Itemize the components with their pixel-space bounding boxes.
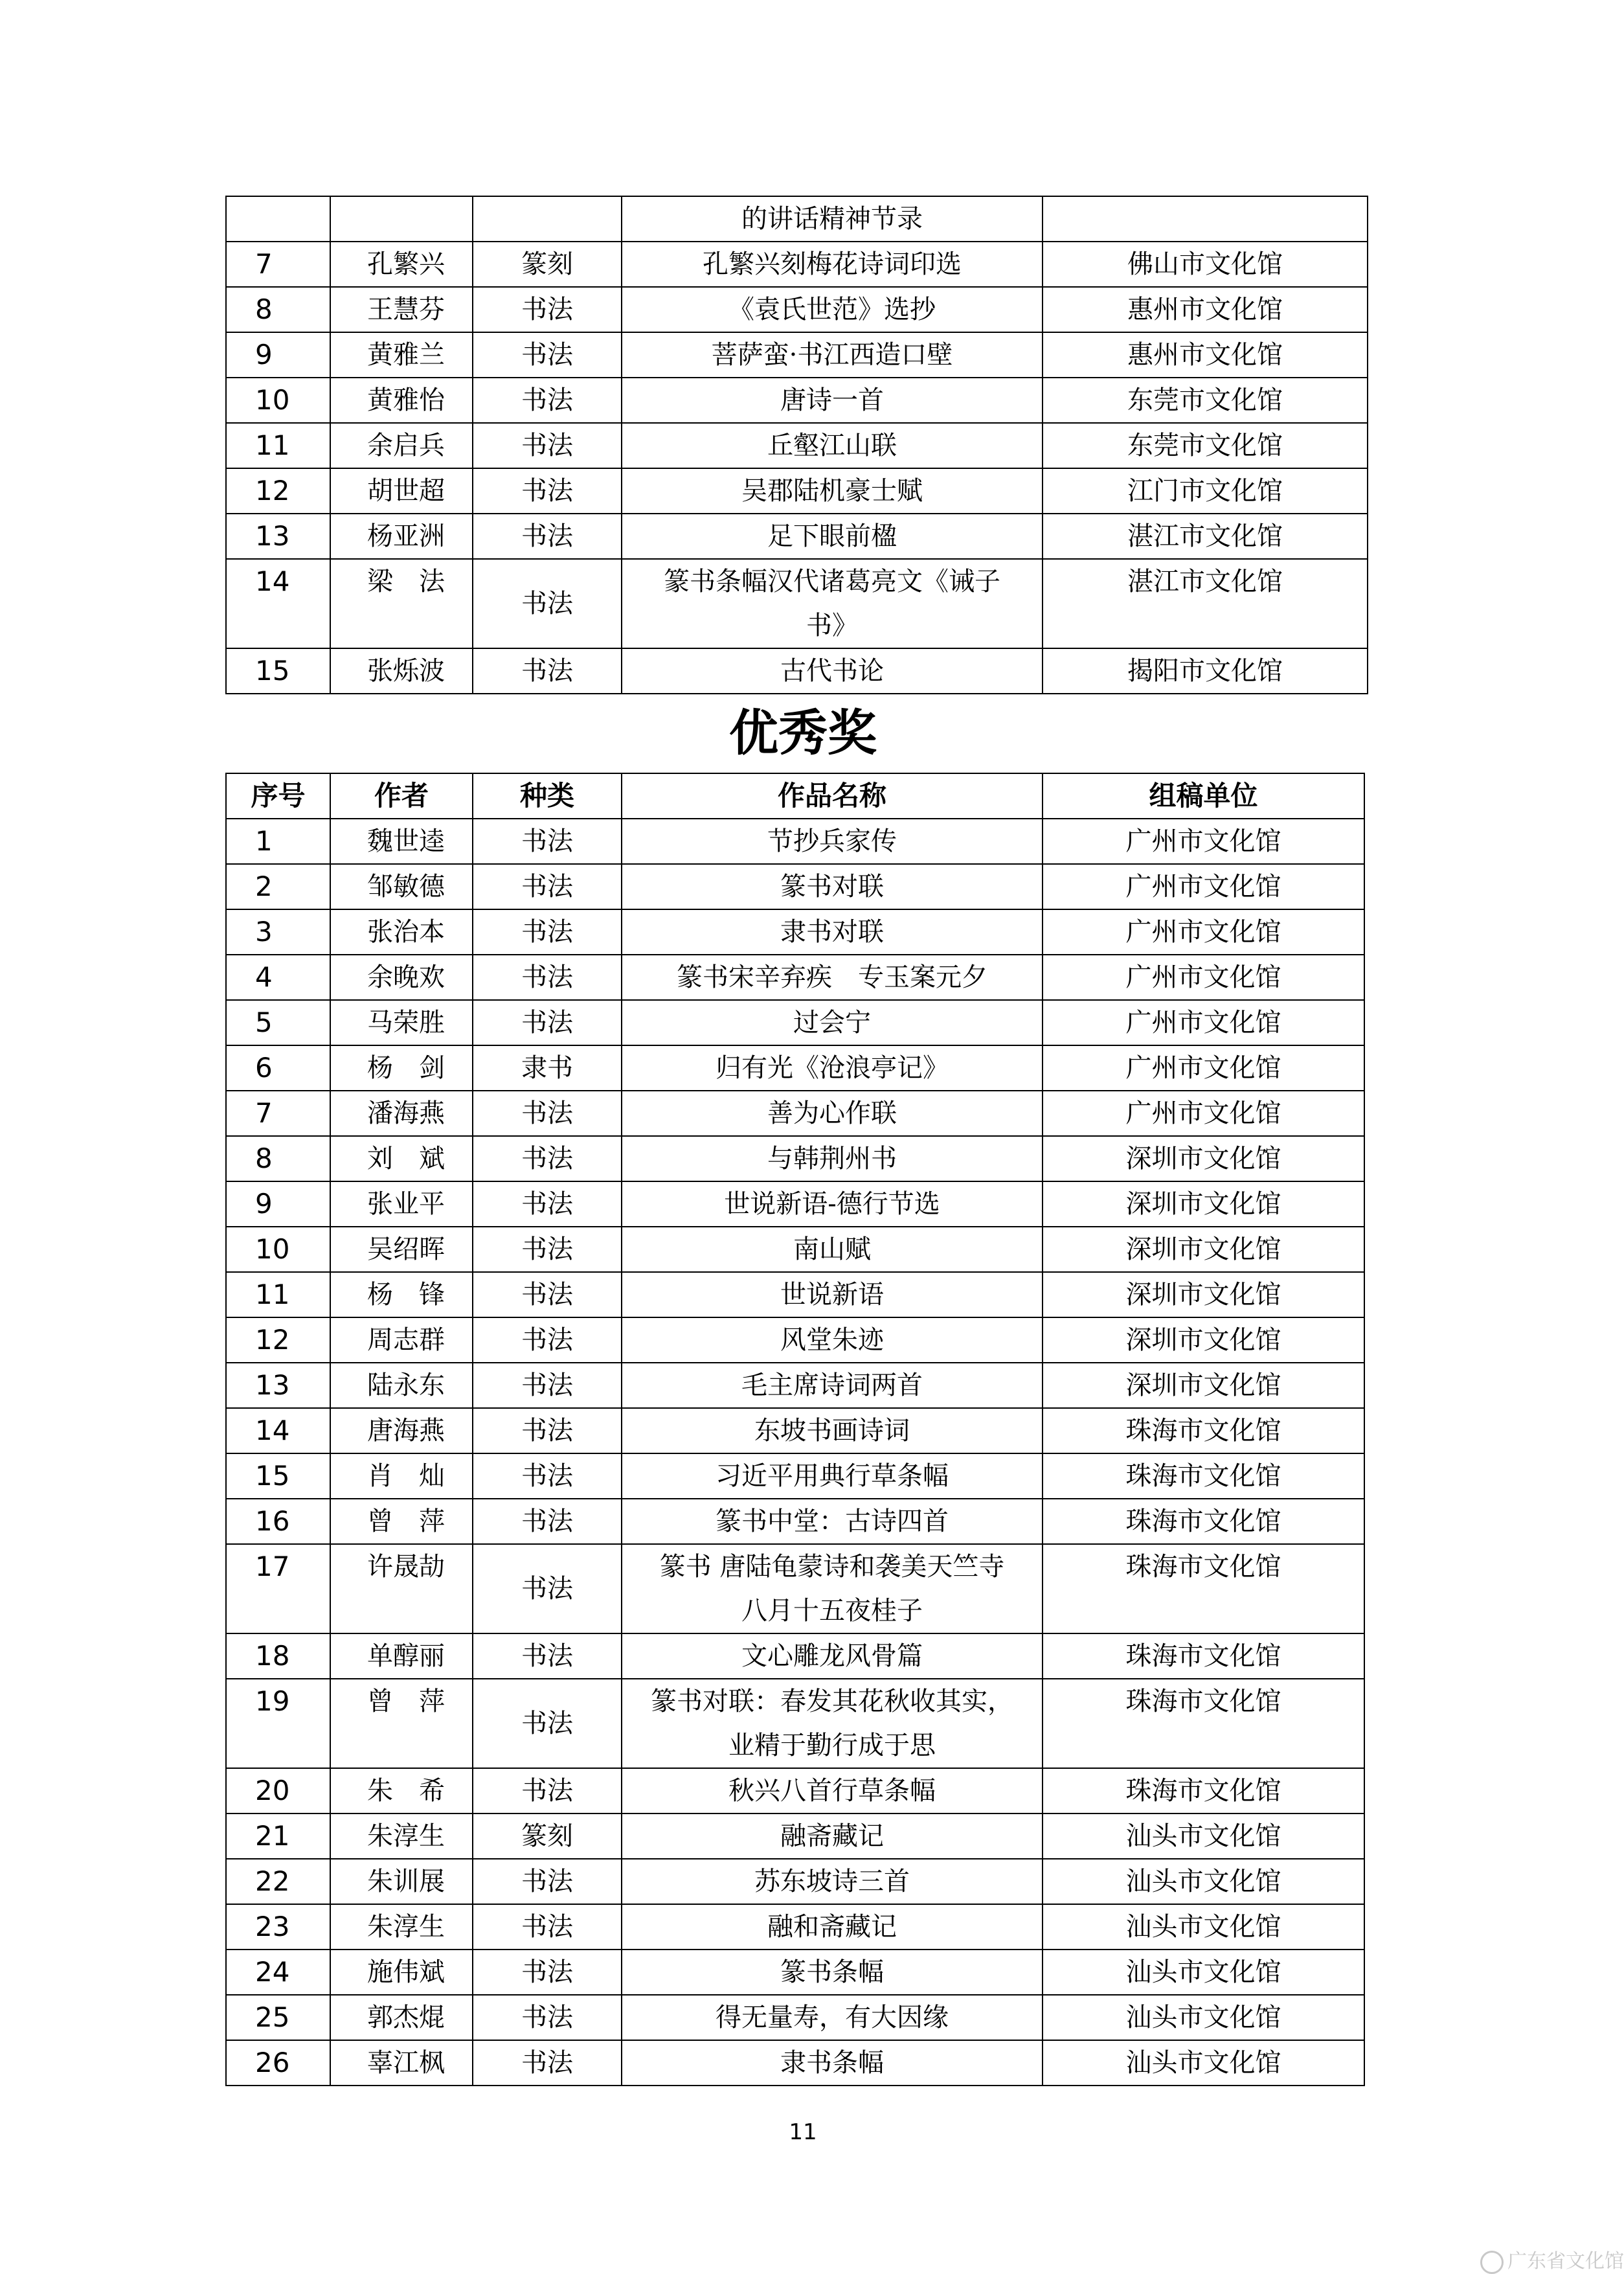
author-cell: 余晚欢 [330,955,473,1000]
table-row [226,242,1368,287]
org-cell: 惠州市文化馆 [1043,332,1368,378]
author-cell: 杨 剑 [330,1045,473,1091]
row-number: 13 [226,1363,330,1408]
org-cell: 深圳市文化馆 [1043,1181,1364,1227]
header-org: 组稿单位 [1043,773,1364,819]
table-row [226,864,1364,909]
type-cell: 书法 [473,1950,622,1995]
title-cell: 孔繁兴刻梅花诗词印选 [622,242,1043,287]
title-cell: 篆书中堂：古诗四首 [622,1499,1043,1544]
author-cell: 单醇丽 [330,1633,473,1679]
type-cell: 书法 [473,468,622,514]
type-cell: 书法 [473,1408,622,1453]
author-cell: 余启兵 [330,423,473,468]
row-number: 18 [226,1633,330,1679]
continuation-table-body [226,196,1368,694]
title-cell: 文心雕龙风骨篇 [622,1633,1043,1679]
table-row [226,287,1368,332]
org-cell: 珠海市文化馆 [1043,1453,1364,1499]
title-cell [622,1679,1043,1768]
row-number: 1 [226,819,330,864]
author-cell: 曾 萍 [330,1679,473,1768]
excellence-award-table [225,773,1365,2086]
row-number: 15 [226,648,330,694]
type-cell: 隶书 [473,1045,622,1091]
author-cell: 刘 斌 [330,1136,473,1181]
title-cell [622,559,1043,648]
table-row [226,909,1364,955]
watermark [1480,2245,1624,2274]
author-cell: 马荣胜 [330,1000,473,1045]
author-cell: 黄雅怡 [330,378,473,423]
type-cell: 书法 [473,955,622,1000]
title-cell: 苏东坡诗三首 [622,1859,1043,1904]
table-row [226,514,1368,559]
type-cell: 篆刻 [473,1814,622,1859]
org-cell: 汕头市文化馆 [1043,1904,1364,1950]
table-row [226,1408,1364,1453]
org-cell: 珠海市文化馆 [1043,1544,1364,1633]
row-number: 13 [226,514,330,559]
section-title: 优秀奖 [729,704,877,762]
table-row [226,1227,1364,1272]
table-row [226,1544,1364,1633]
title-line-1: 篆书条幅汉代诸葛亮文《诫子 [664,567,1000,597]
org-cell: 深圳市文化馆 [1043,1272,1364,1317]
type-cell: 书法 [473,1317,622,1363]
title-line-1: 篆书对联：春发其花秋收其实， [651,1687,1013,1716]
type-cell: 书法 [473,909,622,955]
title-cell: 归有光《沧浪亭记》 [622,1045,1043,1091]
table-row [226,1904,1364,1950]
table-row [226,1859,1364,1904]
org-cell: 珠海市文化馆 [1043,1408,1364,1453]
org-cell: 广州市文化馆 [1043,864,1364,909]
type-cell: 书法 [473,1453,622,1499]
org-cell: 广州市文化馆 [1043,1000,1364,1045]
type-cell: 书法 [473,514,622,559]
type-cell: 书法 [473,1499,622,1544]
table-header-row [226,773,1364,819]
author-cell: 肖 灿 [330,1453,473,1499]
title-cell: 秋兴八首行草条幅 [622,1768,1043,1814]
org-cell: 珠海市文化馆 [1043,1633,1364,1679]
table-row [226,1000,1364,1045]
title-cell: 与韩荆州书 [622,1136,1043,1181]
author-cell: 杨亚洲 [330,514,473,559]
author-cell: 潘海燕 [330,1091,473,1136]
title-cell: 隶书条幅 [622,2040,1043,2086]
excellence-award-table-body [226,819,1364,2086]
org-cell: 深圳市文化馆 [1043,1227,1364,1272]
row-number: 11 [226,1272,330,1317]
table-row [226,1091,1364,1136]
title-cell: 过会宁 [622,1000,1043,1045]
author-cell: 朱淳生 [330,1814,473,1859]
title-cell: 的讲话精神节录 [622,196,1043,242]
org-cell: 汕头市文化馆 [1043,2040,1364,2086]
org-cell: 珠海市文化馆 [1043,1679,1364,1768]
continuation-table [225,196,1368,694]
type-cell: 书法 [473,819,622,864]
author-cell: 魏世逵 [330,819,473,864]
type-cell: 书法 [473,1768,622,1814]
title-cell: 菩萨蛮·书江西造口壁 [622,332,1043,378]
author-cell: 杨 锋 [330,1272,473,1317]
table-row [226,1317,1364,1363]
table-row [226,1633,1364,1679]
title-cell: 吴郡陆机豪士赋 [622,468,1043,514]
org-cell: 东莞市文化馆 [1043,378,1368,423]
museum-logo-icon [1480,2251,1504,2274]
row-number: 9 [226,1181,330,1227]
org-cell: 广州市文化馆 [1043,909,1364,955]
org-cell [1043,196,1368,242]
row-number: 2 [226,864,330,909]
type-cell: 书法 [473,1227,622,1272]
type-cell: 书法 [473,2040,622,2086]
row-number: 7 [226,1091,330,1136]
row-number: 17 [226,1544,330,1633]
type-cell: 书法 [473,1272,622,1317]
row-number: 16 [226,1499,330,1544]
table-row [226,1136,1364,1181]
org-cell: 湛江市文化馆 [1043,559,1368,648]
org-cell: 汕头市文化馆 [1043,1995,1364,2040]
table-row [226,468,1368,514]
title-cell: 善为心作联 [622,1091,1043,1136]
title-cell: 南山赋 [622,1227,1043,1272]
author-cell: 黄雅兰 [330,332,473,378]
title-cell: 节抄兵家传 [622,819,1043,864]
author-cell: 朱 希 [330,1768,473,1814]
row-number: 20 [226,1768,330,1814]
org-cell: 惠州市文化馆 [1043,287,1368,332]
row-number: 8 [226,287,330,332]
row-number: 6 [226,1045,330,1091]
org-cell: 汕头市文化馆 [1043,1814,1364,1859]
author-cell: 梁 法 [330,559,473,648]
type-cell: 书法 [473,648,622,694]
author-cell: 许晟劼 [330,1544,473,1633]
table-row [226,1768,1364,1814]
page-number: 11 [789,2119,817,2145]
row-number: 7 [226,242,330,287]
table-row [226,559,1368,648]
title-cell: 融和斋藏记 [622,1904,1043,1950]
author-cell: 王慧芬 [330,287,473,332]
title-line-2: 业精于勤行成于思 [728,1731,936,1760]
type-cell: 书法 [473,378,622,423]
row-number: 8 [226,1136,330,1181]
table-row [226,1995,1364,2040]
type-cell: 书法 [473,864,622,909]
type-cell: 书法 [473,1995,622,2040]
org-cell: 江门市文化馆 [1043,468,1368,514]
row-number: 19 [226,1679,330,1768]
title-cell: 唐诗一首 [622,378,1043,423]
author-cell: 孔繁兴 [330,242,473,287]
author-cell: 辜江枫 [330,2040,473,2086]
author-cell: 朱淳生 [330,1904,473,1950]
author-cell [330,196,473,242]
row-number: 22 [226,1859,330,1904]
org-cell: 广州市文化馆 [1043,1091,1364,1136]
table-row [226,648,1368,694]
row-number: 26 [226,2040,330,2086]
table-row [226,1679,1364,1768]
author-cell: 陆永东 [330,1363,473,1408]
table-row [226,2040,1364,2086]
title-cell: 丘壑江山联 [622,423,1043,468]
type-cell: 书法 [473,1633,622,1679]
type-cell: 书法 [473,1859,622,1904]
author-cell: 唐海燕 [330,1408,473,1453]
row-number [226,196,330,242]
type-cell: 书法 [473,332,622,378]
type-cell: 篆刻 [473,242,622,287]
org-cell: 深圳市文化馆 [1043,1317,1364,1363]
type-cell: 书法 [473,1136,622,1181]
title-cell: 得无量寿，有大因缘 [622,1995,1043,2040]
table-row [226,1045,1364,1091]
row-number: 10 [226,1227,330,1272]
header-title: 作品名称 [622,773,1043,819]
org-cell: 揭阳市文化馆 [1043,648,1368,694]
header-no: 序号 [226,773,330,819]
row-number: 21 [226,1814,330,1859]
table-row [226,1363,1364,1408]
org-cell: 珠海市文化馆 [1043,1768,1364,1814]
title-cell: 篆书条幅 [622,1950,1043,1995]
type-cell: 书法 [473,1181,622,1227]
type-cell: 书法 [473,287,622,332]
org-cell: 深圳市文化馆 [1043,1136,1364,1181]
type-cell: 书法 [473,1000,622,1045]
author-cell: 张治本 [330,909,473,955]
title-line-2: 书》 [806,611,858,641]
row-number: 14 [226,1408,330,1453]
row-number: 12 [226,468,330,514]
table-row [226,378,1368,423]
title-cell: 隶书对联 [622,909,1043,955]
org-cell: 广州市文化馆 [1043,1045,1364,1091]
author-cell: 曾 萍 [330,1499,473,1544]
type-cell: 书法 [473,559,622,648]
type-cell: 书法 [473,1904,622,1950]
row-number: 25 [226,1995,330,2040]
watermark-text: 广东省文化馆 [1507,2250,1624,2273]
type-cell: 书法 [473,1363,622,1408]
table-row [226,1814,1364,1859]
title-cell: 毛主席诗词两首 [622,1363,1043,1408]
title-cell: 篆书宋辛弃疾 专玉案元夕 [622,955,1043,1000]
org-cell: 东莞市文化馆 [1043,423,1368,468]
org-cell: 佛山市文化馆 [1043,242,1368,287]
row-number: 5 [226,1000,330,1045]
row-number: 3 [226,909,330,955]
row-number: 14 [226,559,330,648]
table-row [226,196,1368,242]
row-number: 24 [226,1950,330,1995]
row-number: 23 [226,1904,330,1950]
title-cell: 《袁氏世范》选抄 [622,287,1043,332]
title-cell: 风堂朱迹 [622,1317,1043,1363]
table-row [226,1453,1364,1499]
row-number: 15 [226,1453,330,1499]
title-cell: 世说新语-德行节选 [622,1181,1043,1227]
row-number: 9 [226,332,330,378]
table-row [226,955,1364,1000]
row-number: 4 [226,955,330,1000]
type-cell [473,196,622,242]
author-cell: 吴绍晖 [330,1227,473,1272]
org-cell: 深圳市文化馆 [1043,1363,1364,1408]
table-row [226,1272,1364,1317]
table-row [226,1950,1364,1995]
author-cell: 郭杰焜 [330,1995,473,2040]
org-cell: 湛江市文化馆 [1043,514,1368,559]
type-cell: 书法 [473,1679,622,1768]
row-number: 10 [226,378,330,423]
table-row [226,332,1368,378]
author-cell: 朱训展 [330,1859,473,1904]
author-cell: 施伟斌 [330,1950,473,1995]
type-cell: 书法 [473,1544,622,1633]
author-cell: 邹敏德 [330,864,473,909]
table-row [226,423,1368,468]
header-author: 作者 [330,773,473,819]
org-cell: 珠海市文化馆 [1043,1499,1364,1544]
author-cell: 周志群 [330,1317,473,1363]
header-type: 种类 [473,773,622,819]
title-cell: 习近平用典行草条幅 [622,1453,1043,1499]
row-number: 12 [226,1317,330,1363]
title-line-1: 篆书 唐陆龟蒙诗和袭美天竺寺 [659,1552,1005,1582]
author-cell: 张业平 [330,1181,473,1227]
title-cell: 古代书论 [622,648,1043,694]
type-cell: 书法 [473,423,622,468]
title-cell [622,1544,1043,1633]
org-cell: 广州市文化馆 [1043,955,1364,1000]
table-row [226,819,1364,864]
org-cell: 汕头市文化馆 [1043,1859,1364,1904]
author-cell: 张烁波 [330,648,473,694]
author-cell: 胡世超 [330,468,473,514]
title-cell: 足下眼前楹 [622,514,1043,559]
org-cell: 汕头市文化馆 [1043,1950,1364,1995]
table-row [226,1181,1364,1227]
title-cell: 篆书对联 [622,864,1043,909]
org-cell: 广州市文化馆 [1043,819,1364,864]
row-number: 11 [226,423,330,468]
title-cell: 东坡书画诗词 [622,1408,1043,1453]
title-line-2: 八月十五夜桂子 [741,1596,923,1626]
title-cell: 融斋藏记 [622,1814,1043,1859]
table-row [226,1499,1364,1544]
title-cell: 世说新语 [622,1272,1043,1317]
type-cell: 书法 [473,1091,622,1136]
